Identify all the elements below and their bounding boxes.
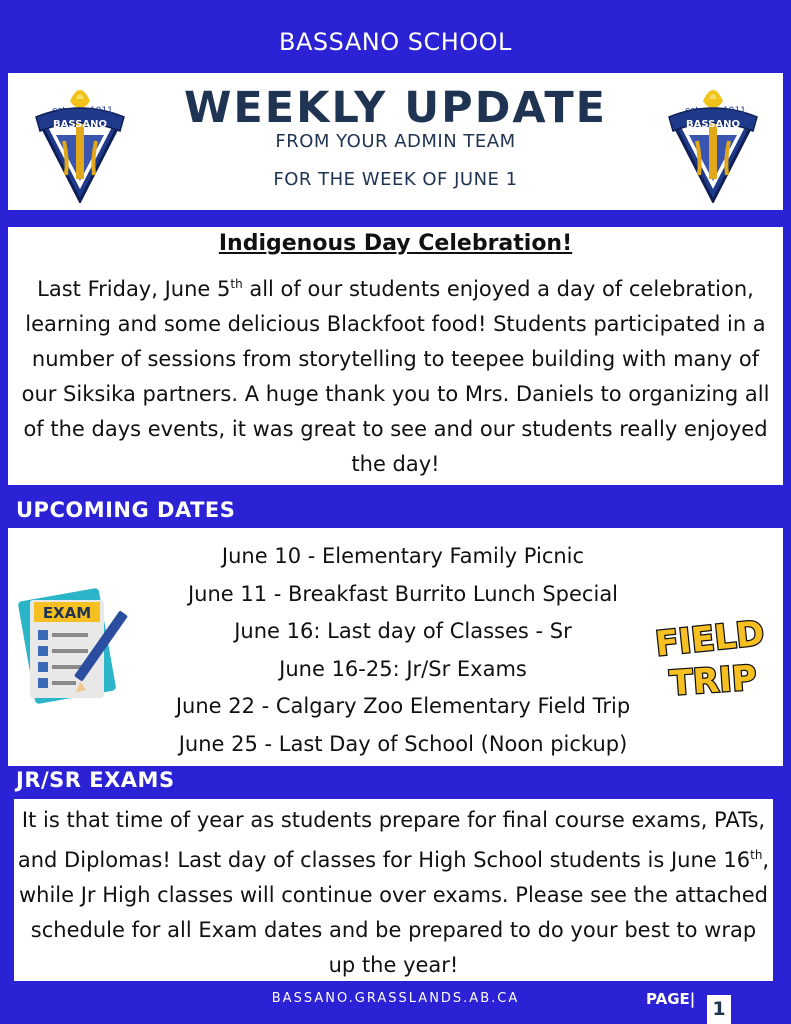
school-name: BASSANO SCHOOL <box>279 28 512 56</box>
date-item: June 25 - Last Day of School (Noon pickup) <box>178 731 628 756</box>
date-item: June 16-25: Jr/Sr Exams <box>279 656 527 681</box>
exams-text-start: It is that time of year as students prepare for final course exams, PATs, and Diplomas! Last day of classes for High School students is June 16 <box>17 808 766 872</box>
page-label: PAGE| <box>646 990 696 1008</box>
crest-est: est. <box>685 106 702 116</box>
upcoming-dates-section <box>8 528 783 766</box>
exams-text <box>16 803 771 983</box>
date-item: June 22 - Calgary Zoo Elementary Field Trip <box>175 694 631 718</box>
field-trip-graphic <box>644 612 778 702</box>
celebration-title: Indigenous Day Celebration! <box>218 231 573 256</box>
crest-year: 1911 <box>723 106 746 116</box>
jr-sr-exams-label: JR/SR EXAMS <box>16 768 175 792</box>
field-trip-word-2: TRIP <box>668 658 758 702</box>
exams-section <box>14 799 773 981</box>
field-trip-word-1: FIELD <box>653 613 767 665</box>
upcoming-dates-label: UPCOMING DATES <box>16 498 236 522</box>
page-title: WEEKLY UPDATE <box>183 83 608 133</box>
page-subtitle: FROM YOUR ADMIN TEAM <box>275 131 516 152</box>
celebration-text-sup: th <box>230 277 243 291</box>
date-item: June 16: Last day of Classes - Sr <box>234 619 572 643</box>
header-banner <box>8 73 783 210</box>
crest-name: BASSANO <box>53 119 107 130</box>
exams-text-end: , while Jr High classes will continue over exams. Please see the attached schedule for all Exam dates and be prepared to do your best to wrap up the year! <box>18 848 770 977</box>
celebration-text-start: Last Friday, June 5 <box>37 277 231 301</box>
celebration-section <box>8 227 783 485</box>
exam-icon-label: EXAM <box>42 604 92 622</box>
upcoming-dates-list <box>108 538 698 763</box>
school-crest-logo-right <box>663 79 763 203</box>
footer-website: BASSANO.GRASSLANDS.AB.CA <box>271 991 520 1006</box>
celebration-text-end: all of our students enjoyed a day of celebration, learning and some delicious Blackfoot food! Students participated in a number of sessions from storytelling to teepee building with many of our Siksika partners. A huge thank you to Mrs. Daniels to organizing all of the days events, it was great to see and our students really enjoyed the day! <box>21 277 770 476</box>
exams-text-sup: th <box>750 848 763 862</box>
date-item: June 10 - Elementary Family Picnic <box>221 544 585 568</box>
crest-name: BASSANO <box>686 119 740 130</box>
crest-year: 1911 <box>90 106 113 116</box>
crest-est: est. <box>52 106 69 116</box>
week-label: FOR THE WEEK OF JUNE 1 <box>273 169 518 190</box>
page-number: 1 <box>707 995 731 1024</box>
celebration-text <box>12 267 779 482</box>
date-item: June 11 - Breakfast Burrito Lunch Special <box>187 581 619 606</box>
